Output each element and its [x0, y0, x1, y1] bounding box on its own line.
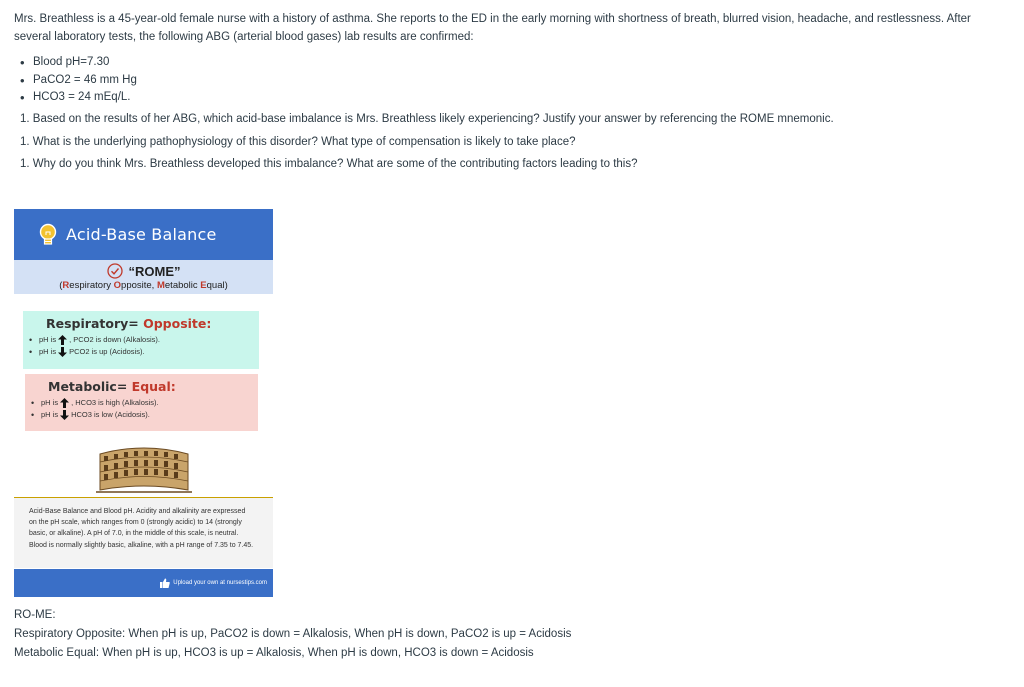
- arrow-down-icon: [58, 347, 67, 357]
- lab-results-list: [20, 54, 137, 107]
- arrow-down-icon: [60, 410, 69, 420]
- questions-list: [20, 110, 834, 178]
- rome-title: “ROME”: [128, 263, 181, 279]
- case-intro: Mrs. Breathless is a 45-year-old female nurse with a history of asthma. She reports to the ED in the early morning with shortness of breath, blurred vision, headache, and restlessness. After several laboratory tests, the following ABG (arterial blood gases) lab results are confirmed:: [14, 13, 971, 43]
- lab-result-ph: • Blood pH=7.30: [20, 54, 137, 72]
- rome-me-summary: [14, 606, 571, 663]
- infographic-header: [14, 209, 273, 260]
- arrow-up-icon: [60, 398, 69, 408]
- respiratory-row-up: • pH is , PCO2 is down (Alkalosis).: [29, 335, 160, 345]
- respiratory-card: [23, 311, 259, 369]
- lightbulb-icon: [38, 223, 58, 247]
- lab-result-hco3: • HCO3 = 24 mEq/L.: [20, 89, 137, 107]
- rome-me-respiratory: Respiratory Opposite: When pH is up, PaCO2 is down = Alkalosis, When pH is down, PaCO2 is up = Acidosis: [14, 628, 572, 640]
- metabolic-row-up: • pH is , HCO3 is high (Alkalosis).: [31, 398, 159, 408]
- arrow-up-icon: [58, 335, 67, 345]
- question-1: 1. Based on the results of her ABG, which acid-base imbalance is Mrs. Breathless likely experiencing? Justify your answer by referencing the ROME mnemonic.: [20, 113, 834, 125]
- lab-result-paco2: • PaCO2 = 46 mm Hg: [20, 72, 137, 90]
- metabolic-heading: Metabolic= Equal:: [48, 379, 176, 394]
- footer-upload-link[interactable]: Upload your own at nursestips.com: [173, 580, 267, 586]
- metabolic-card: [25, 374, 258, 431]
- respiratory-heading: Respiratory= Opposite:: [46, 316, 212, 331]
- infographic-description: Acid-Base Balance and Blood pH. Acidity and alkalinity are expressed on the pH scale, which ranges from 0 (strongly acidic) to 14 (strongly basic, or alkaline). A pH of 7.0, in the middle of this scale, is neutral. Blood is normally slightly basic, alkaline, with a pH range of 7.35 to 7.45.: [14, 497, 273, 568]
- rome-subtitle: (Respiratory Opposite, Metabolic Equal): [59, 280, 228, 291]
- respiratory-row-down: • pH is PCO2 is up (Acidosis).: [29, 347, 145, 357]
- thumbs-up-icon: [160, 578, 170, 588]
- question-3: 1. Why do you think Mrs. Breathless developed this imbalance? What are some of the contributing factors leading to this?: [20, 158, 638, 170]
- rome-me-heading: RO-ME:: [14, 609, 56, 621]
- acid-base-infographic: [14, 209, 273, 597]
- question-2: 1. What is the underlying pathophysiology of this disorder? What type of compensation is likely to take place?: [20, 135, 576, 148]
- rome-me-metabolic: Metabolic Equal: When pH is up, HCO3 is up = Alkalosis, When pH is down, HCO3 is down = Acidosis: [14, 647, 534, 659]
- metabolic-row-down: • pH is HCO3 is low (Acidosis).: [31, 410, 150, 420]
- infographic-title: Acid-Base Balance: [66, 225, 217, 244]
- colosseum-illustration: [94, 440, 194, 495]
- check-circle-icon: [107, 263, 123, 279]
- infographic-footer: [14, 569, 273, 597]
- rome-box: [14, 260, 273, 294]
